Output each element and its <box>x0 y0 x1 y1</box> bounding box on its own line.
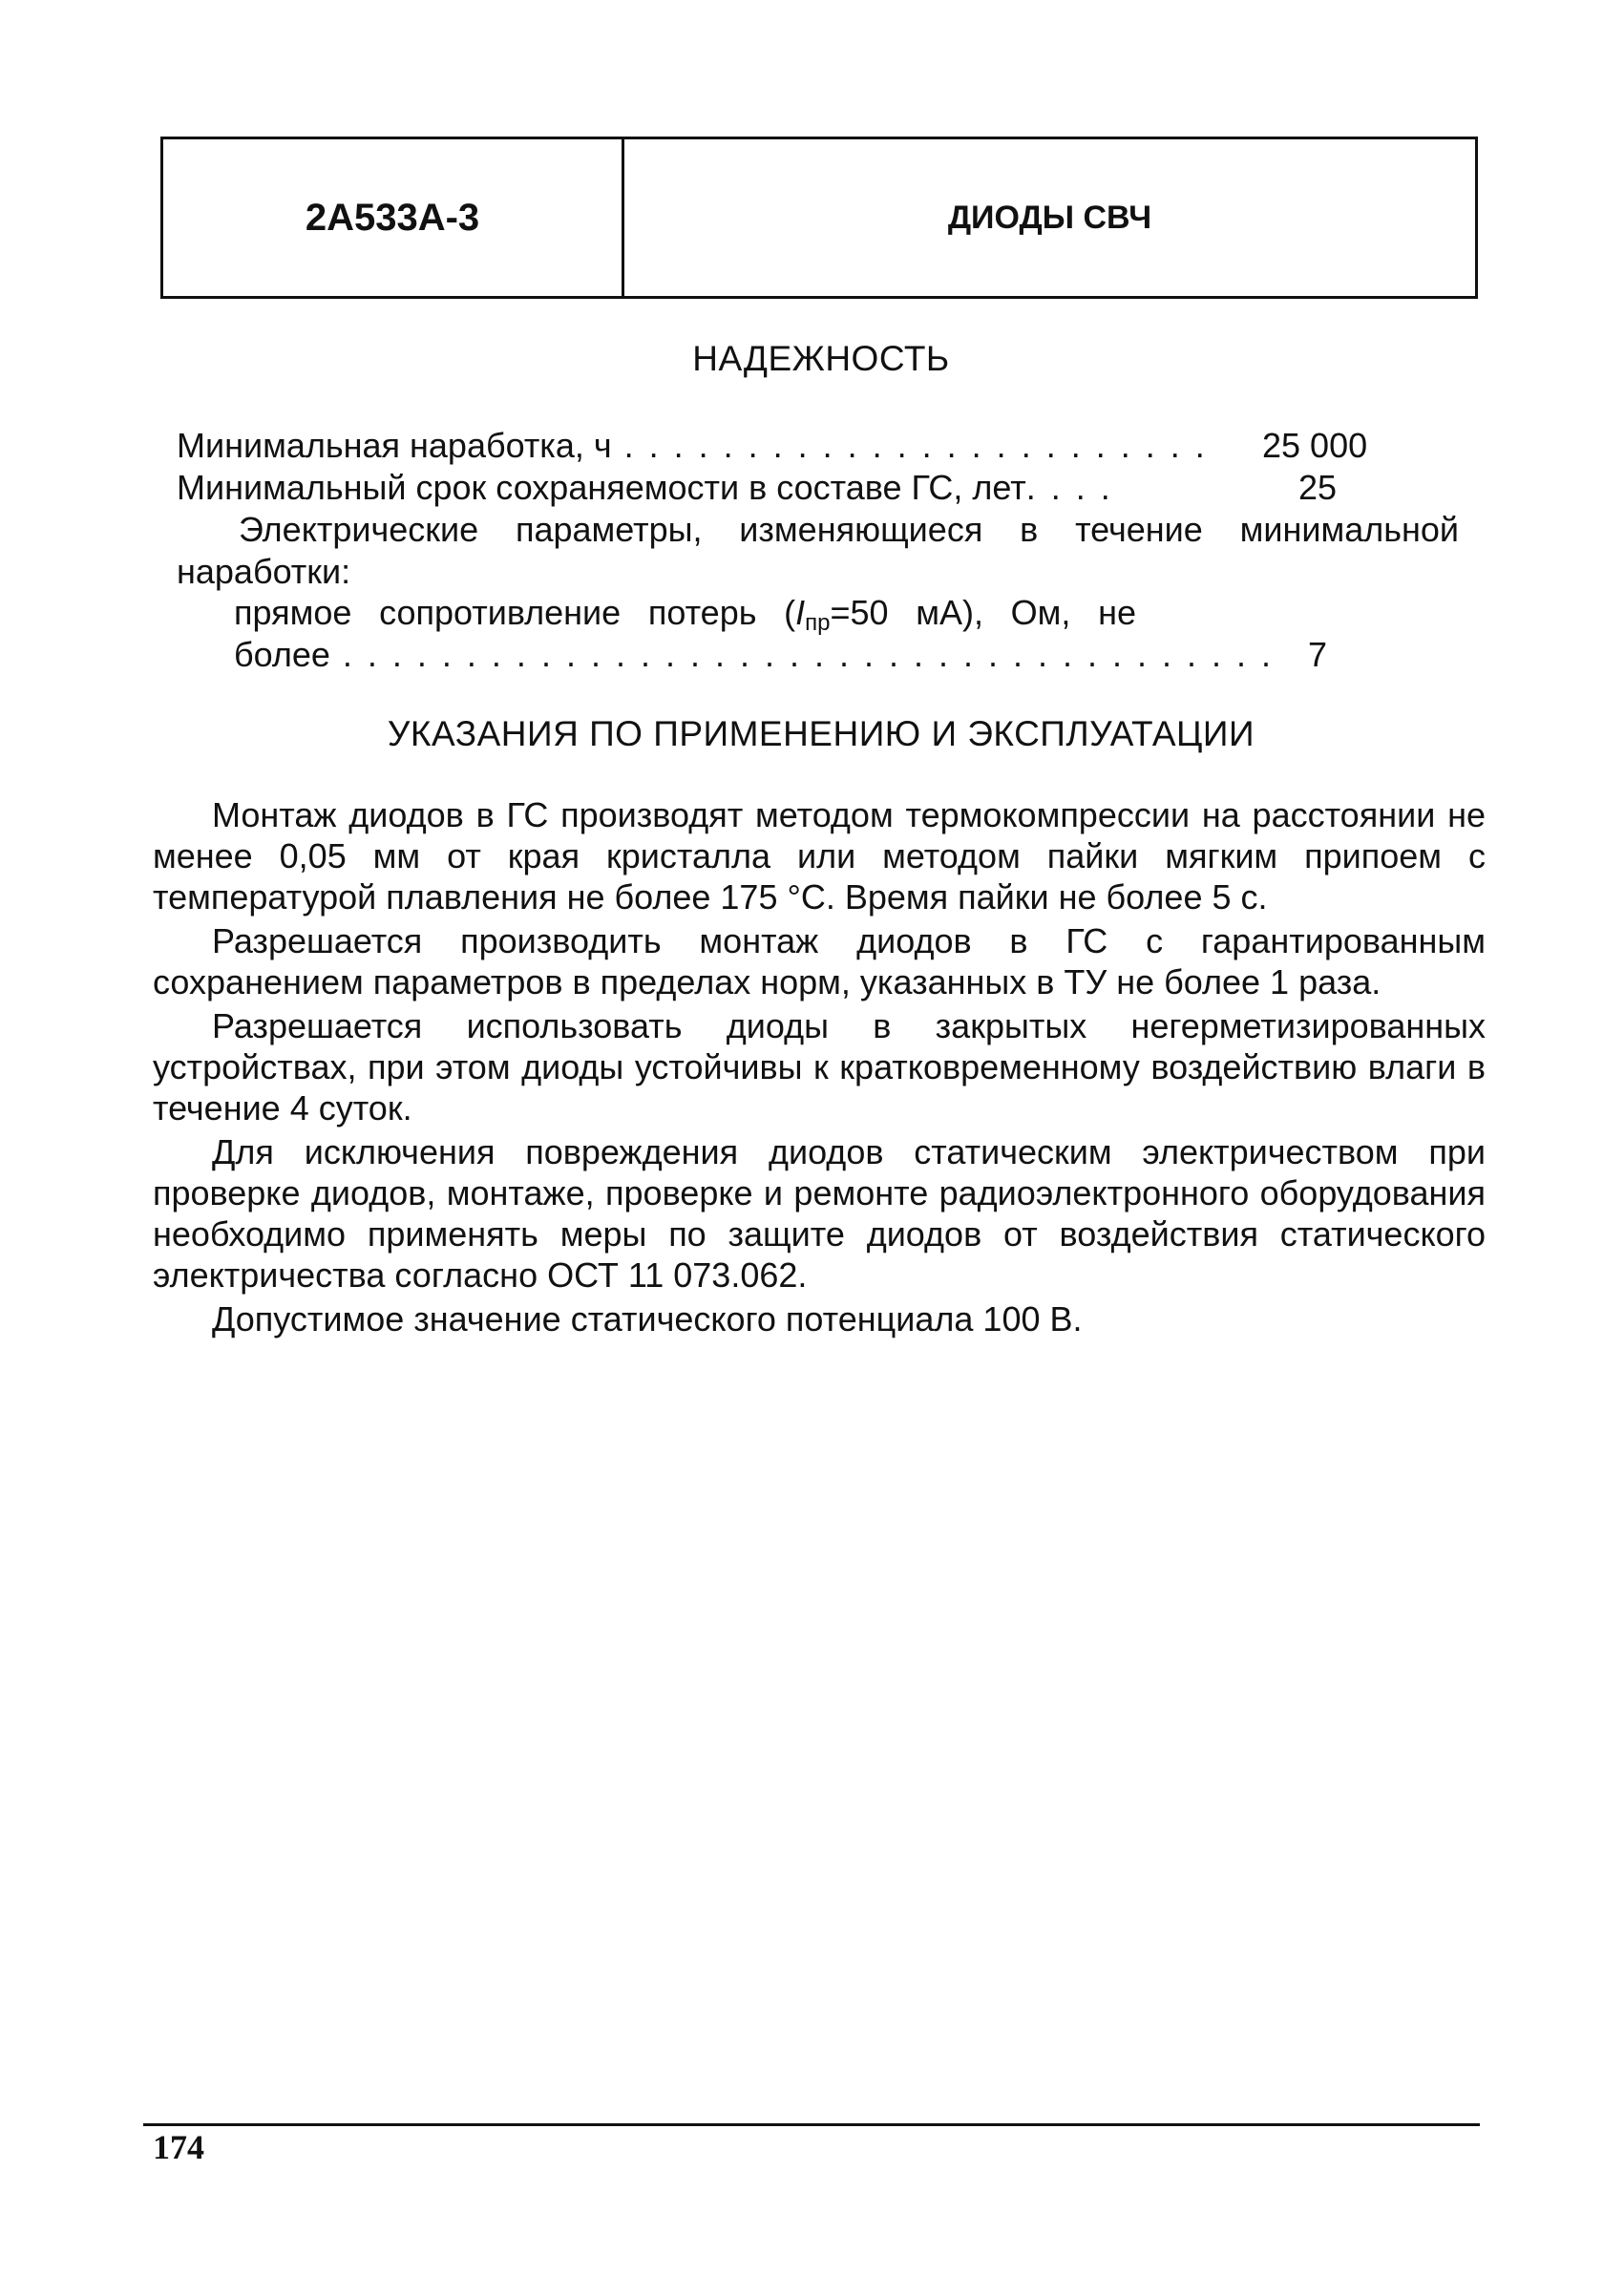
loss-resistance-suffix: =50 мА), Ом, не <box>830 593 1137 632</box>
loss-resistance-value: 7 <box>1308 635 1328 674</box>
category-title: ДИОДЫ СВЧ <box>947 199 1152 236</box>
dot-leader: . . . . <box>1025 468 1113 507</box>
usage-paragraph: Разрешается использовать диоды в закрытых негерметизированных устройствах, при этом диоды устойчивы к кратковременному воздействию влаги в течение 4 суток. <box>153 1006 1486 1128</box>
min-storage-row <box>177 467 1113 509</box>
usage-paragraph: Для исключения повреждения диодов статическим электричеством при проверке диодов, монтаже, проверке и ремонте радиоэлектронного оборудования необходимо применять меры по защите диодов от воздействия статического электричества согласно ОСТ 11 073.062. <box>153 1132 1486 1295</box>
min-storage-value: 25 <box>1298 468 1338 507</box>
min-storage-label: Минимальный срок сохраняемости в составе ГС, лет <box>177 468 1026 507</box>
usage-section-title: УКАЗАНИЯ ПО ПРИМЕНЕНИЮ И ЭКСПЛУАТАЦИИ <box>387 714 1255 753</box>
usage-paragraph: Допустимое значение статического потенциала 100 В. <box>212 1299 1083 1339</box>
usage-paragraph: Монтаж диодов в ГС производят методом термокомпрессии на расстоянии не менее 0,05 мм от края кристалла или методом пайки мягким припоем с температурой плавления не более 175 °С. Время пайки не более 5 с. <box>153 795 1486 917</box>
page-number: 174 <box>153 2128 204 2166</box>
min-runtime-row <box>177 425 1208 467</box>
params-intro-line1: Электрические параметры, изменяющиеся в течение минимальной <box>239 510 1459 549</box>
min-runtime-label: Минимальная наработка, ч <box>177 426 612 465</box>
loss-resistance-label-cont: более <box>234 635 330 674</box>
part-number: 2А533А-3 <box>163 139 624 296</box>
document-header-box <box>160 137 1478 299</box>
footer-divider <box>143 2123 1480 2126</box>
dot-leader: . . . . . . . . . . . . . . . . . . . . . . . . <box>611 426 1208 465</box>
reliability-section-title: НАДЕЖНОСТЬ <box>692 339 950 378</box>
usage-body <box>153 794 1486 1342</box>
dot-leader: . . . . . . . . . . . . . . . . . . . . . . . . . . . . . . . . . . . . . . <box>329 635 1275 674</box>
loss-resistance-prefix: прямое сопротивление потерь ( <box>234 593 796 632</box>
min-runtime-value: 25 000 <box>1262 426 1368 465</box>
loss-resistance-line2 <box>234 634 1274 676</box>
params-intro-line2: наработки: <box>177 552 351 591</box>
current-symbol: I <box>795 593 806 632</box>
usage-paragraph: Разрешается производить монтаж диодов в ГС с гарантированным сохранением параметров в пределах норм, указанных в ТУ не более 1 раза. <box>153 921 1486 1001</box>
current-subscript: пр <box>805 610 831 636</box>
